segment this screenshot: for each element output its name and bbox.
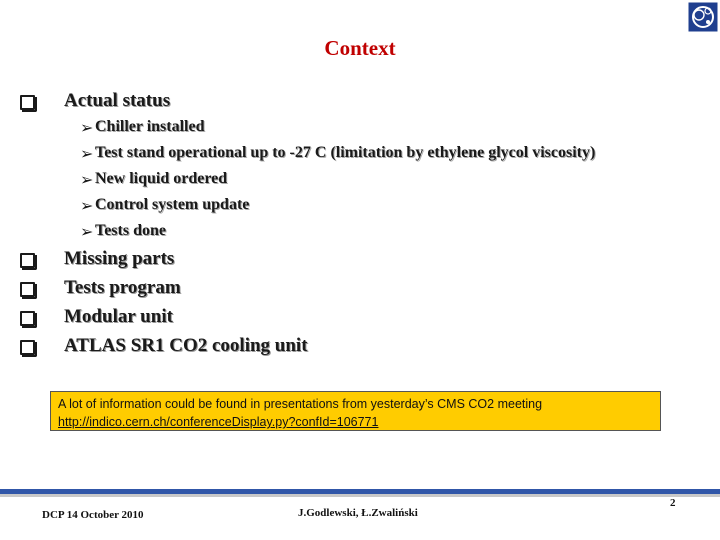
- bullet-label: ATLAS SR1 CO2 cooling unit: [64, 335, 308, 356]
- arrow-bullet-icon: ➢: [80, 222, 94, 241]
- bullet-label: Tests program: [64, 277, 181, 298]
- page-number: 2: [670, 497, 676, 509]
- sub-item-label: Control system update: [95, 196, 250, 213]
- arrow-bullet-icon: ➢: [80, 118, 94, 137]
- footer-rule-shadow: [0, 494, 720, 497]
- bullet-label: Actual status: [64, 90, 171, 111]
- arrow-bullet-icon: ➢: [80, 144, 94, 163]
- sub-item-label: Chiller installed: [95, 118, 205, 135]
- checkbox-bullet-icon: [20, 340, 35, 355]
- cern-logo-icon: [688, 2, 718, 32]
- note-text: A lot of information could be found in presentations from yesterday’s CMS CO2 meeting: [58, 397, 543, 411]
- arrow-bullet-icon: ➢: [80, 170, 94, 189]
- checkbox-bullet-icon: [20, 253, 35, 268]
- footer-authors: J.Godlewski, Ł.Zwaliński: [298, 507, 418, 519]
- indico-link[interactable]: http://indico.cern.ch/conferenceDisplay.py?confId=106771: [58, 415, 379, 429]
- checkbox-bullet-icon: [20, 311, 35, 326]
- checkbox-bullet-icon: [20, 95, 35, 110]
- arrow-bullet-icon: ➢: [80, 196, 94, 215]
- bullet-label: Missing parts: [64, 248, 175, 269]
- sub-item-label: Tests done: [95, 222, 166, 239]
- bullet-label: Modular unit: [64, 306, 173, 327]
- checkbox-bullet-icon: [20, 282, 35, 297]
- sub-item-label: New liquid ordered: [95, 170, 228, 187]
- footer-date: DCP 14 October 2010: [42, 509, 144, 521]
- sub-item-label: Test stand operational up to -27 C (limitation by ethylene glycol viscosity): [95, 144, 596, 161]
- info-note-box: [50, 391, 661, 431]
- page-title: Context: [324, 36, 396, 60]
